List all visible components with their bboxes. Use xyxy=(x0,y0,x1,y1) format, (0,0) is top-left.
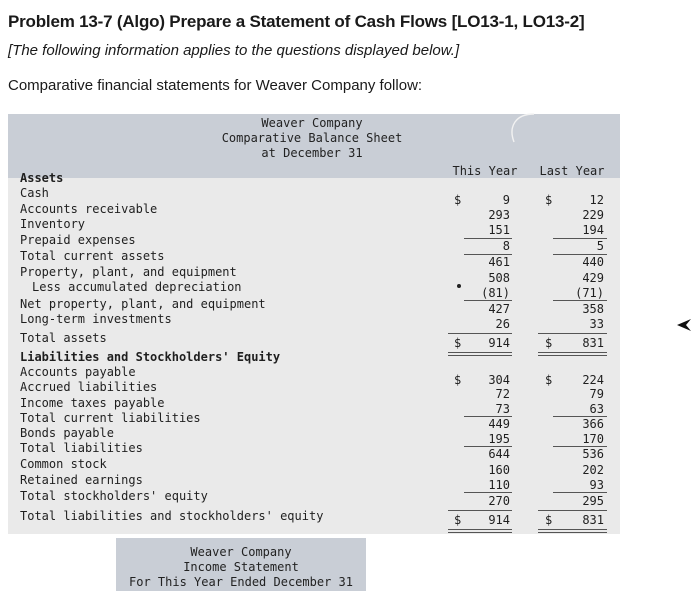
company-name: Weaver Company xyxy=(261,116,363,130)
value-last-year: 831 xyxy=(582,336,604,350)
value-this-year: 270 xyxy=(488,494,510,508)
double-underline xyxy=(538,352,607,356)
value-this-year: 304 xyxy=(488,373,510,387)
value-this-year: 9 xyxy=(502,193,510,207)
underline xyxy=(538,510,607,511)
value-this-year: 914 xyxy=(488,513,510,527)
value-last-year: 12 xyxy=(589,193,604,207)
double-underline xyxy=(448,529,512,533)
value-last-year: 170 xyxy=(582,432,604,446)
problem-subtitle: [The following information applies to the questions displayed below.] xyxy=(8,42,460,59)
mouse-pointer-icon xyxy=(676,318,692,332)
row-label-total-stockholders-equity: Total stockholders' equity xyxy=(20,489,208,503)
value-last-year: 366 xyxy=(582,417,604,431)
value-this-year: 195 xyxy=(488,432,510,446)
value-last-year: 429 xyxy=(582,271,604,285)
value-last-year: 831 xyxy=(582,513,604,527)
value-last-year: 295 xyxy=(582,494,604,508)
value-last-year: 93 xyxy=(589,478,604,492)
value-last-year: 194 xyxy=(582,223,604,237)
column-header-this-year: This Year xyxy=(452,164,518,178)
row-label-total-current-liabilities: Total current liabilities xyxy=(20,411,201,425)
value-this-year: 508 xyxy=(488,271,510,285)
underline xyxy=(448,510,512,511)
pen-mark-icon xyxy=(504,112,544,148)
underline xyxy=(553,492,607,493)
double-underline xyxy=(538,529,607,533)
row-label-accumulated-depreciation: Less accumulated depreciation xyxy=(32,280,242,294)
row-label-accounts-receivable: Accounts receivable xyxy=(20,202,158,216)
value-this-year: 461 xyxy=(488,255,510,269)
value-this-year: 110 xyxy=(488,478,510,492)
value-this-year: 160 xyxy=(488,463,510,477)
row-label-liabilities-equity-heading: Liabilities and Stockholders' Equity xyxy=(20,350,281,364)
row-label-accrued-liabilities: Accrued liabilities xyxy=(20,380,158,394)
row-label-long-term-investments: Long-term investments xyxy=(20,312,172,326)
income-statement-period: For This Year Ended December 31 xyxy=(129,575,353,589)
underline xyxy=(464,300,512,301)
currency-symbol: $ xyxy=(454,513,462,527)
value-last-year: 33 xyxy=(589,317,604,331)
row-label-ppe: Property, plant, and equipment xyxy=(20,265,237,279)
currency-symbol: $ xyxy=(545,513,553,527)
value-this-year: 151 xyxy=(488,223,510,237)
row-label-assets: Assets xyxy=(20,171,64,185)
currency-symbol: $ xyxy=(454,193,462,207)
income-statement-name: Income Statement xyxy=(183,560,299,574)
underline xyxy=(464,492,512,493)
value-last-year: 358 xyxy=(582,302,604,316)
underline xyxy=(538,333,607,334)
value-this-year: 914 xyxy=(488,336,510,350)
value-this-year: 72 xyxy=(495,387,510,401)
value-last-year: 5 xyxy=(596,239,604,253)
value-last-year: 63 xyxy=(589,402,604,416)
row-label-inventory: Inventory xyxy=(20,217,86,231)
row-label-total-current-assets: Total current assets xyxy=(20,249,165,263)
value-last-year: 224 xyxy=(582,373,604,387)
row-label-common-stock: Common stock xyxy=(20,457,107,471)
currency-symbol: $ xyxy=(454,373,462,387)
bullet-mark xyxy=(457,284,461,288)
statement-name: Comparative Balance Sheet xyxy=(221,131,403,145)
row-label-cash: Cash xyxy=(20,186,49,200)
row-label-prepaid-expenses: Prepaid expenses xyxy=(20,233,136,247)
row-label-net-ppe: Net property, plant, and equipment xyxy=(20,297,266,311)
row-label-accounts-payable: Accounts payable xyxy=(20,365,136,379)
currency-symbol: $ xyxy=(454,336,462,350)
underline xyxy=(448,333,512,334)
income-company-name: Weaver Company xyxy=(190,545,292,559)
statement-date: at December 31 xyxy=(261,146,363,160)
row-label-total-liabilities: Total liabilities xyxy=(20,441,143,455)
currency-symbol: $ xyxy=(545,373,553,387)
value-last-year: 79 xyxy=(589,387,604,401)
problem-title: Problem 13-7 (Algo) Prepare a Statement of Cash Flows [LO13-1, LO13-2] xyxy=(8,12,585,31)
row-label-retained-earnings: Retained earnings xyxy=(20,473,143,487)
value-last-year: (71) xyxy=(575,286,604,300)
currency-symbol: $ xyxy=(545,193,553,207)
column-header-last-year: Last Year xyxy=(539,164,605,178)
value-this-year: 8 xyxy=(502,239,510,253)
double-underline xyxy=(448,352,512,356)
row-label-income-taxes-payable: Income taxes payable xyxy=(20,396,165,410)
value-last-year: 440 xyxy=(582,255,604,269)
value-this-year: 644 xyxy=(488,447,510,461)
balance-sheet-table xyxy=(8,114,620,534)
currency-symbol: $ xyxy=(545,336,553,350)
underline xyxy=(553,300,607,301)
row-label-total-assets: Total assets xyxy=(20,331,107,345)
value-this-year: 293 xyxy=(488,208,510,222)
value-this-year: 73 xyxy=(495,402,510,416)
value-this-year: (81) xyxy=(481,286,510,300)
value-last-year: 536 xyxy=(582,447,604,461)
value-this-year: 449 xyxy=(488,417,510,431)
value-last-year: 202 xyxy=(582,463,604,477)
value-this-year: 427 xyxy=(488,302,510,316)
value-this-year: 26 xyxy=(495,317,510,331)
income-statement-header xyxy=(116,538,366,591)
row-label-bonds-payable: Bonds payable xyxy=(20,426,114,440)
intro-text: Comparative financial statements for Weaver Company follow: xyxy=(8,77,423,94)
value-last-year: 229 xyxy=(582,208,604,222)
row-label-total-liabilities-and-equity: Total liabilities and stockholders' equity xyxy=(20,509,324,523)
